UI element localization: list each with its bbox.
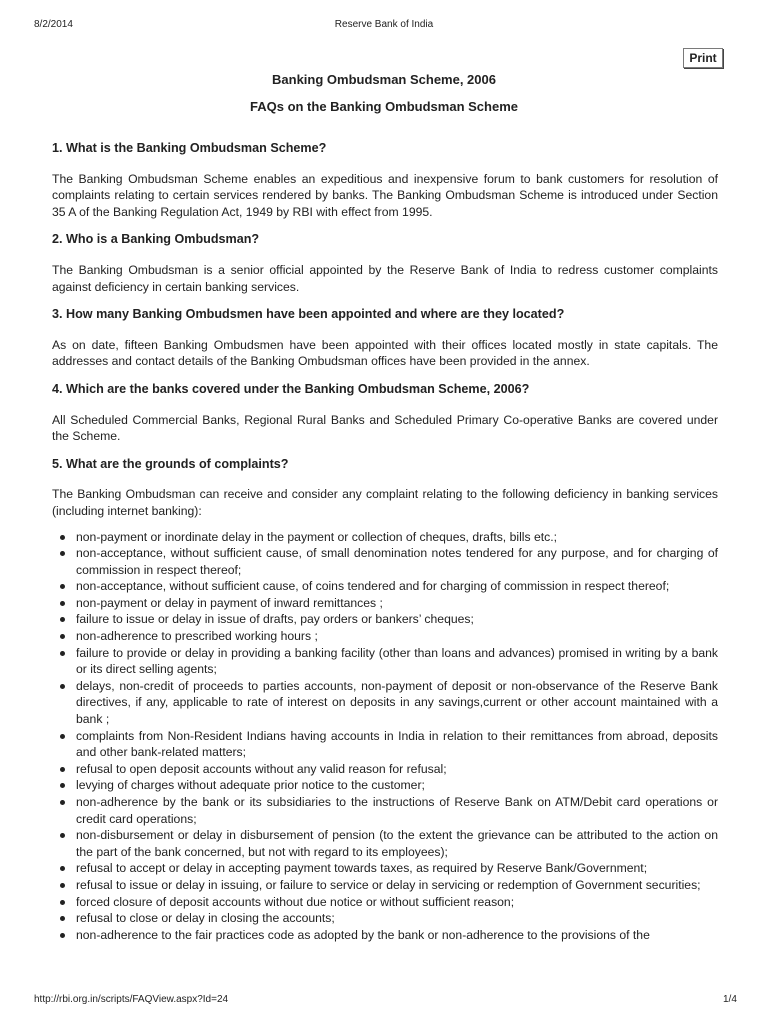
faq-question-1: 1. What is the Banking Ombudsman Scheme? bbox=[52, 141, 327, 155]
print-date: 8/2/2014 bbox=[34, 19, 73, 30]
list-item: refusal to issue or delay in issuing, or failure to service or delay in servicing or redemption of Government securities; bbox=[76, 877, 718, 894]
faq-question-4: 4. Which are the banks covered under the Banking Ombudsman Scheme, 2006? bbox=[52, 381, 530, 396]
document-title: Banking Ombudsman Scheme, 2006 bbox=[272, 72, 496, 87]
list-item: non-adherence to prescribed working hours ; bbox=[76, 628, 718, 645]
faq-answer-1: The Banking Ombudsman Scheme enables an expeditious and inexpensive forum to bank customers for resolution of complaints relating to certain services rendered by banks. The Banking Ombudsman Scheme is introduced under Section 35 A of the Banking Regulation Act, 1949 by RBI with effect from 1995. bbox=[52, 171, 718, 219]
faq-question-2: 2. Who is a Banking Ombudsman? bbox=[52, 232, 260, 247]
faq-question-3: 3. How many Banking Ombudsmen have been appointed and where are they located? bbox=[52, 307, 565, 322]
print-button[interactable]: Print bbox=[683, 48, 723, 68]
list-item: refusal to accept or delay in accepting payment towards taxes, as required by Reserve Bank/Government; bbox=[76, 860, 718, 877]
faq-answer-3: As on date, fifteen Banking Ombudsmen have been appointed with their offices located mostly in state capitals. The addresses and contact details of the Banking Ombudsman offices have been provided in the annex. bbox=[52, 337, 718, 369]
faq-question-5: 5. What are the grounds of complaints? bbox=[52, 456, 289, 471]
list-item: refusal to close or delay in closing the accounts; bbox=[76, 910, 718, 927]
list-item: non-adherence to the fair practices code as adopted by the bank or non-adherence to the provisions of the bbox=[76, 927, 718, 944]
list-item: failure to provide or delay in providing a banking facility (other than loans and advances) promised in writing by a bank or its direct selling agents; bbox=[76, 645, 718, 677]
faq-answer-4: All Scheduled Commercial Banks, Regional Rural Banks and Scheduled Primary Co-operative Banks are covered under the Scheme. bbox=[52, 412, 718, 444]
list-item: non-payment or delay in payment of inward remittances ; bbox=[76, 595, 718, 612]
faq-answer-2: The Banking Ombudsman is a senior official appointed by the Reserve Bank of India to redress customer complaints against deficiency in certain banking services. bbox=[52, 262, 718, 294]
list-item: failure to issue or delay in issue of drafts, pay orders or bankers’ cheques; bbox=[76, 611, 718, 628]
list-item: non-acceptance, without sufficient cause, of small denomination notes tendered for any purpose, and for charging of commission in respect thereof; bbox=[76, 546, 718, 577]
page-number: 1/4 bbox=[723, 994, 737, 1005]
list-item: refusal to open deposit accounts without any valid reason for refusal; bbox=[76, 761, 718, 778]
list-item: forced closure of deposit accounts without due notice or without sufficient reason; bbox=[76, 894, 718, 911]
faq-answer-5: The Banking Ombudsman can receive and consider any complaint relating to the following deficiency in banking services (including internet banking): bbox=[52, 487, 718, 518]
list-item: non-adherence by the bank or its subsidiaries to the instructions of Reserve Bank on ATM/Debit card operations or credit card operations; bbox=[76, 795, 718, 826]
page-header-title: Reserve Bank of India bbox=[334, 19, 434, 30]
list-item: non-disbursement or delay in disbursement of pension (to the extent the grievance can be attributed to the action on the part of the bank concerned, but not with regard to its employees); bbox=[76, 828, 718, 859]
list-item: complaints from Non-Resident Indians having accounts in India in relation to their remittances from abroad, deposits and other bank-related matters; bbox=[76, 728, 718, 760]
faq-content bbox=[52, 140, 718, 943]
list-item: levying of charges without adequate prior notice to the customer; bbox=[76, 777, 718, 794]
list-item: non-payment or inordinate delay in the payment or collection of cheques, drafts, bills etc.; bbox=[76, 529, 718, 546]
list-item: delays, non-credit of proceeds to parties accounts, non-payment of deposit or non-observance of the Reserve Bank directives, if any, applicable to rate of interest on deposits in any savings,current or other account maintained with a bank ; bbox=[76, 678, 718, 727]
document-subtitle: FAQs on the Banking Ombudsman Scheme bbox=[250, 99, 518, 114]
grounds-list bbox=[52, 529, 718, 944]
list-item: non-acceptance, without sufficient cause, of coins tendered and for charging of commission in respect thereof; bbox=[76, 578, 718, 595]
source-url: http://rbi.org.in/scripts/FAQView.aspx?Id=24 bbox=[34, 994, 229, 1005]
